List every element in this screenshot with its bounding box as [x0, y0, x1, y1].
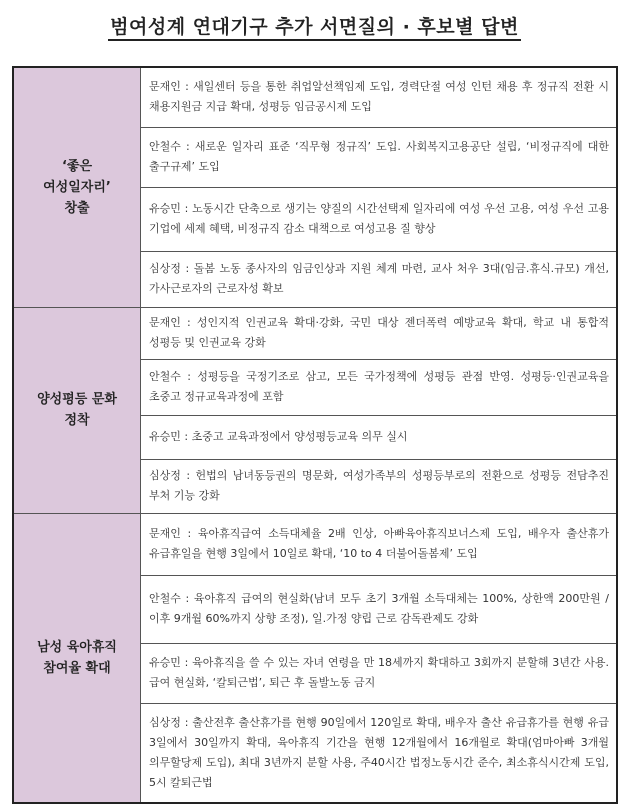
- answer-cell: 유승민 : 초중고 교육과정에서 양성평등교육 의무 실시: [141, 415, 618, 459]
- answer-cell: 유승민 : 노동시간 단축으로 생기는 양질의 시간선택제 일자리에 여성 우선 고용, 여성 우선 고용 기업에 세제 혜택, 비정규직 감소 대책으로 여성고용 질 향상: [141, 187, 618, 251]
- answer-cell: 문재인 : 육아휴직급여 소득대체율 2배 인상, 아빠육아휴직보너스제 도입, 배우자 출산휴가 유급휴일을 현행 3일에서 10일로 확대, ‘10 to 4 더불어돌봄제’ 도입: [141, 513, 618, 575]
- answer-cell: 유승민 : 육아휴직을 쓸 수 있는 자녀 연령을 만 18세까지 확대하고 3회까지 분할해 3년간 사용. 급여 현실화, ‘칼퇴근법’, 퇴근 후 돌발노동 금지: [141, 643, 618, 703]
- answer-cell: 안철수 : 육아휴직 급여의 현실화(남녀 모두 초기 3개월 소득대체는 100%, 상한액 200만원 / 이후 9개월 60%까지 상향 조정), 일.가정 양립 근로 감독관제도 강화: [141, 575, 618, 643]
- category-cell: [13, 513, 141, 803]
- category-cell: [13, 67, 141, 307]
- answer-table: [12, 66, 618, 804]
- answer-cell: 문재인 : 성인지적 인권교육 확대·강화, 국민 대상 젠더폭력 예방교육 확대, 학교 내 통합적 성평등 및 인권교육 강화: [141, 307, 618, 359]
- page-title: [0, 12, 629, 39]
- table-row: [13, 307, 617, 359]
- category-line: 남성 육아휴직: [37, 639, 117, 655]
- category-line: 양성평등 문화: [37, 392, 117, 407]
- category-line: 정착: [64, 413, 90, 428]
- category-line: 여성일자리’: [43, 179, 111, 195]
- answer-cell: 안철수 : 성평등을 국정기조로 삼고, 모든 국가정책에 성평등 관점 반영. 성평등·인권교육을 초중고 정규교육과정에 포함: [141, 359, 618, 415]
- category-line: 창출: [64, 200, 90, 216]
- title-text: 범여성계 연대기구 추가 서면질의 · 후보별 답변: [108, 16, 521, 41]
- table-row: [13, 67, 617, 127]
- answer-cell: 안철수 : 새로운 일자리 표준 ‘직무형 정규직’ 도입. 사회복지고용공단 설립, ‘비정규직에 대한 출구규제’ 도입: [141, 127, 618, 187]
- category-cell: [13, 307, 141, 513]
- answer-cell: 심상정 : 돌봄 노동 종사자의 임금인상과 지원 체계 마련, 교사 처우 3대(임금.휴식.규모) 개선, 가사근로자의 근로자성 확보: [141, 251, 618, 307]
- category-line: 참여율 확대: [43, 660, 111, 676]
- answer-cell: 문재인 : 새일센터 등을 통한 취업알선책임제 도입, 경력단절 여성 인턴 채용 후 정규직 전환 시 채용지원금 지급 확대, 성평등 임금공시제 도입: [141, 67, 618, 127]
- answer-cell: 심상정 : 헌법의 남녀동등권의 명문화, 여성가족부의 성평등부로의 전환으로 성평등 전담추진 부처 기능 강화: [141, 459, 618, 513]
- table-row: [13, 513, 617, 575]
- category-line: ‘좋은: [61, 158, 93, 174]
- answer-cell: 심상정 : 출산전후 출산휴가를 현행 90일에서 120일로 확대, 배우자 출산 유급휴가를 현행 유급 3일에서 30일까지 확대, 육아휴직 기간을 현행 12개월에서 16개월로 확대(엄마아빠 3개월 의무할당제 도입), 최대 3년까지 분할 사용, 주40시간 법정노동시간 준수, 최소휴식시간제 도입, 5시 칼퇴근법: [141, 703, 618, 803]
